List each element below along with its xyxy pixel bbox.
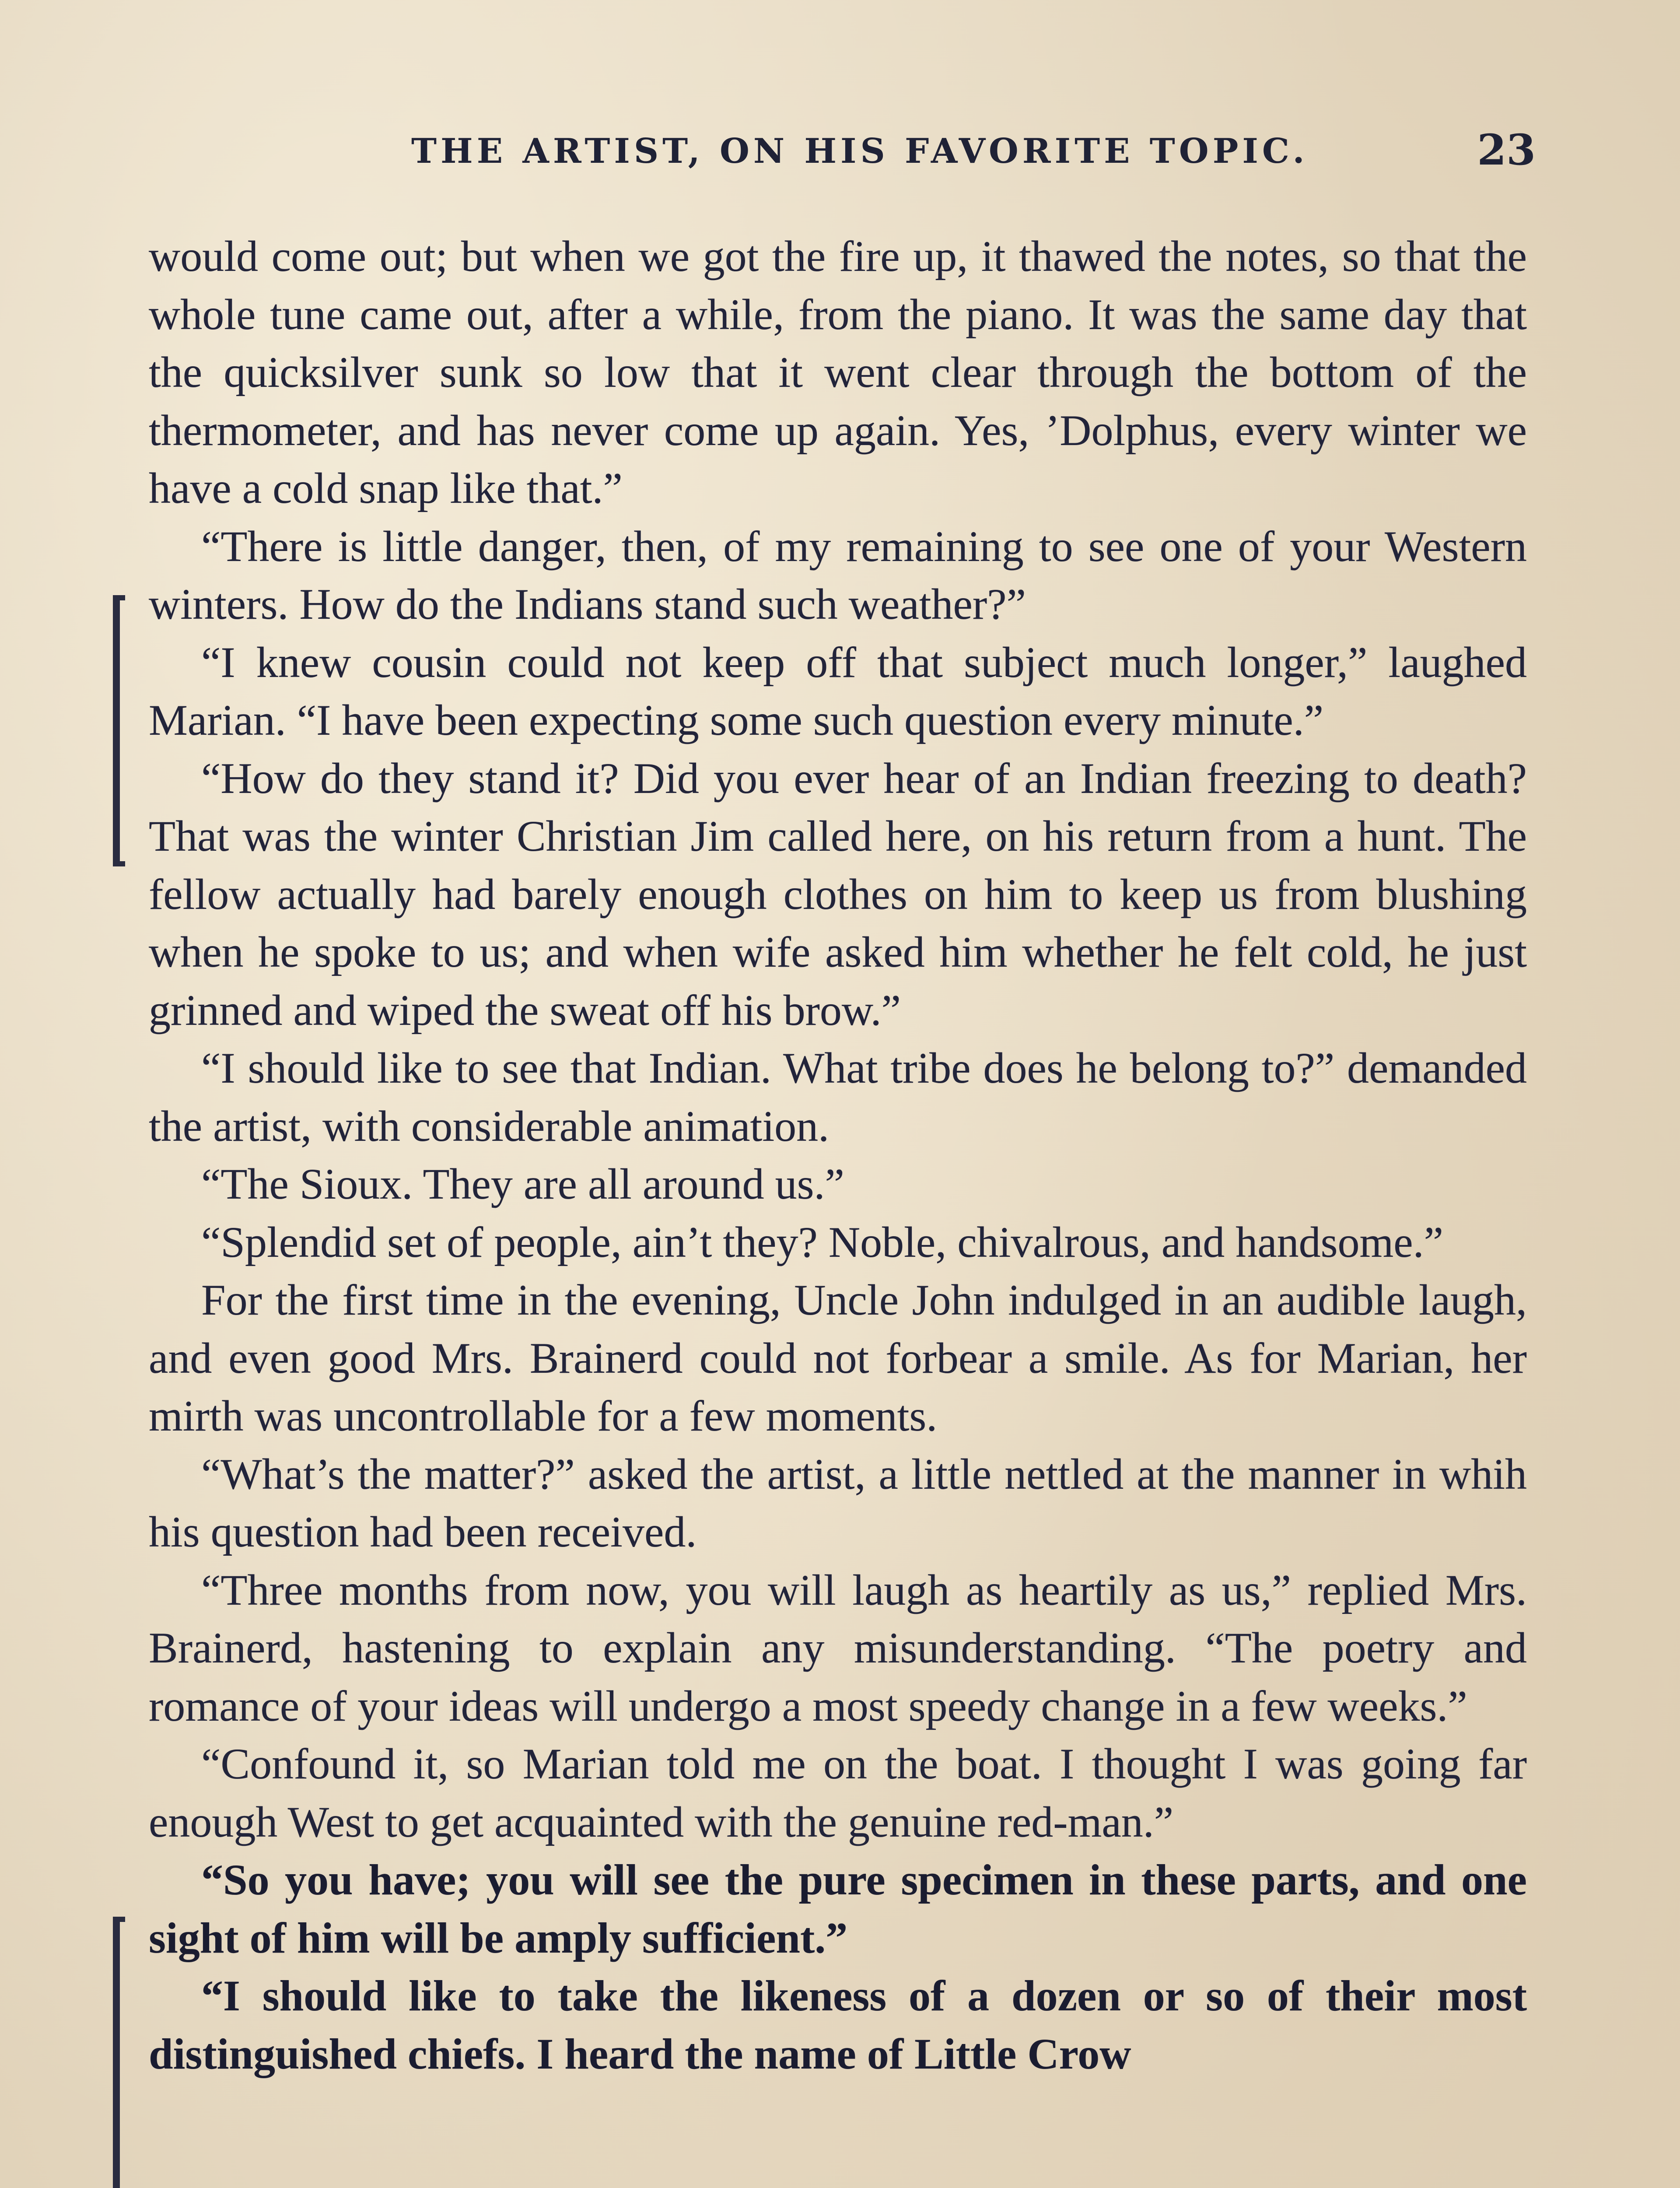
paragraph: “So you have; you will see the pure specimen in these parts, and one sight of him will be amply sufficient.” — [149, 1855, 1527, 1962]
running-header — [149, 125, 1536, 184]
paragraph: “The Sioux. They are all around us.” — [201, 1160, 844, 1208]
paragraph: “Three months from now, you will laugh as heartily as us,” replied Mrs. Brainerd, hastening to explain any misunderstanding. “The poetry and romance of your ideas will undergo a most speedy change in a few weeks.” — [149, 1565, 1527, 1730]
paragraph: “Confound it, so Marian told me on the boat. I thought I was going far enough West to get acquainted with the genuine red-man.” — [149, 1739, 1527, 1846]
running-head: THE ARTIST, ON HIS FAVORITE TOPIC. — [411, 131, 1309, 171]
margin-bracket — [113, 1917, 120, 2188]
paragraph: “How do they stand it? Did you ever hear of an Indian freezing to death? That was the winter Christian Jim called here, on his return from a hunt. The fellow actually had barely enough clothes on him to keep us from blushing when he spoke to us; and when wife asked him whether he felt cold, he just grinned and wiped the sweat off his brow.” — [149, 754, 1527, 1034]
body-text — [149, 228, 1527, 2083]
paragraph: “There is little danger, then, of my remaining to see one of your Western winters. How do the Indians stand such weather?” — [149, 522, 1527, 628]
margin-bracket — [113, 595, 120, 866]
paragraph: For the first time in the evening, Uncle John indulged in an audible laugh, and even good Mrs. Brainerd could not forbear a smile. As for Marian, her mirth was uncontrollable for a few moments. — [149, 1276, 1527, 1440]
paragraph: “Splendid set of people, ain’t they? Noble, chivalrous, and handsome.” — [201, 1217, 1444, 1266]
paragraph: “I knew cousin could not keep off that subject much longer,” laughed Marian. “I have been expecting some such question every minute.” — [149, 638, 1527, 744]
paragraph: “What’s the matter?” asked the artist, a little nettled at the manner in whih his question had been received. — [149, 1449, 1527, 1556]
paragraph: “I should like to see that Indian. What tribe does he belong to?” demanded the artist, with considerable animation. — [149, 1044, 1527, 1150]
paragraph: “I should like to take the likeness of a dozen or so of their most distinguished chiefs. I heard the name of Little Crow — [149, 1971, 1527, 2078]
page-number: 23 — [1477, 125, 1536, 175]
paragraph: would come out; but when we got the fire up, it thawed the notes, so that the whole tune came out, after a while, from the piano. It was the same day that the quicksilver sunk so low that it went clear through the bottom of the thermometer, and has never come up again. Yes, ’Dolphus, every winter we have a cold snap like that.” — [149, 232, 1527, 512]
